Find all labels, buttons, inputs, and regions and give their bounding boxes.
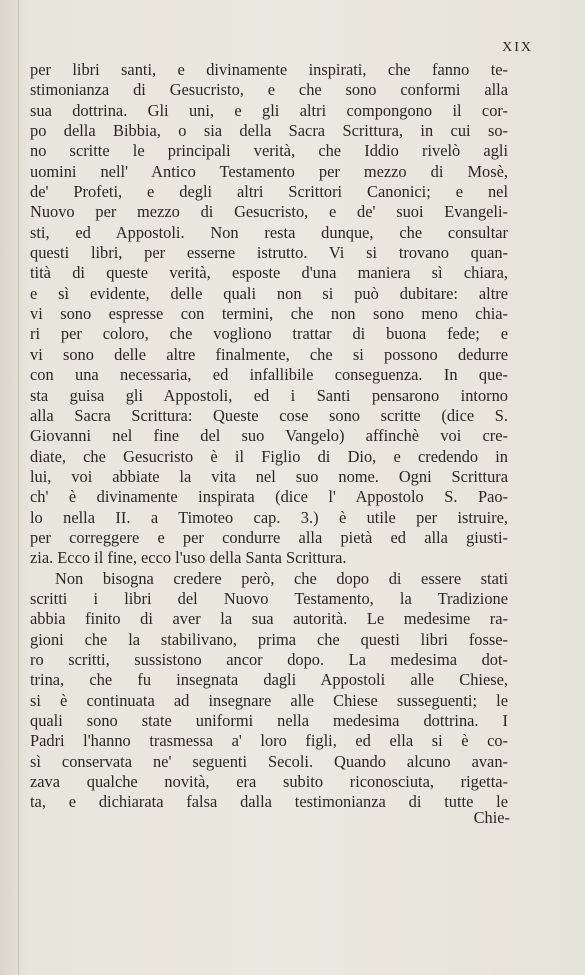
catchword: Chie- <box>473 808 510 827</box>
text-line: sti, ed Appostoli. Non resta dunque, che consultar <box>30 222 508 242</box>
text-line: po della Bibbia, o sia della Sacra Scrittura, in cui so- <box>30 121 508 141</box>
body-text <box>30 60 508 813</box>
text-line: sì conservata ne' seguenti Secoli. Quando alcuno avan- <box>30 751 508 771</box>
text-line: alla Sacra Scrittura: Queste cose sono scritte (dice S. <box>30 405 508 425</box>
text-line: vi sono delle altre finalmente, che si possono dedurre <box>30 344 508 364</box>
text-line: Nuovo per mezzo di Gesucristo, e de' suoi Evangeli- <box>30 202 508 222</box>
text-line: zava qualche novità, era subito riconosciuta, rigetta- <box>30 772 508 792</box>
text-line: questi libri, per esserne istrutto. Vi si trovano quan- <box>30 243 508 263</box>
text-line: Non bisogna credere però, che dopo di essere stati <box>55 568 508 588</box>
text-line: sua dottrina. Gli uni, e gli altri compongono il cor- <box>30 100 508 120</box>
text-line: gioni che la stabilivano, prima che questi libri fosse- <box>30 629 508 649</box>
text-line: con una necessaria, ed infallibile conseguenza. In que- <box>30 365 508 385</box>
text-line: no scritte le principali verità, che Iddio rivelò agli <box>30 141 508 161</box>
text-line: diate, che Gesucristo è il Figlio di Dio, e credendo in <box>30 446 508 466</box>
text-line: scritti i libri del Nuovo Testamento, la Tradizione <box>30 588 508 608</box>
text-line: Padri l'hanno trasmessa a' loro figli, ed ella si è co- <box>30 731 508 751</box>
text-line: quali sono state uniformi nella medesima dottrina. I <box>30 711 508 730</box>
page-gutter <box>18 0 19 975</box>
text-line: Giovanni nel fine del suo Vangelo) affinchè voi cre- <box>30 426 508 446</box>
text-line: stimonianza di Gesucristo, e che sono conformi alla <box>30 80 508 100</box>
text-line: e sì evidente, delle quali non si può dubitare: altre <box>30 283 508 303</box>
text-line: ri per coloro, che vogliono trattar di buona fede; e <box>30 324 508 344</box>
text-line: ta, e dichiarata falsa dalla testimonianza di tutte le <box>30 792 508 812</box>
text-line: lui, voi abbiate la vita nel suo nome. Ogni Scrittura <box>30 466 508 486</box>
text-line: de' Profeti, e degli altri Scrittori Canonici; e nel <box>30 182 508 202</box>
text-line: uomini nell' Antico Testamento per mezzo di Mosè, <box>30 161 508 181</box>
text-line: trina, che fu insegnata dagli Appostoli alle Chiese, <box>30 670 508 690</box>
text-line: ch' è divinamente inspirata (dice l' Appostolo S. Pao- <box>30 487 508 507</box>
text-line: sta guisa gli Appostoli, ed i Santi pensarono intorno <box>30 385 508 405</box>
text-line: per libri santi, e divinamente inspirati, che fanno te- <box>30 60 508 79</box>
page-number: XIX <box>502 40 533 55</box>
text-line: abbia finito di aver la sua autorità. Le medesime ra- <box>30 609 508 629</box>
text-line: ro scritti, sussistono ancor dopo. La medesima dot- <box>30 649 508 669</box>
text-line: zia. Ecco il fine, ecco l'uso della Santa Scrittura. <box>30 548 347 568</box>
text-line: vi sono espresse con termini, che non sono meno chia- <box>30 304 508 324</box>
text-line: tità di queste verità, esposte d'una maniera sì chiara, <box>30 263 508 283</box>
text-line: si è continuata ad insegnare alle Chiese susseguenti; le <box>30 690 508 710</box>
text-line: per correggere e per condurre alla pietà ed alla giusti- <box>30 527 508 547</box>
text-line: lo nella II. a Timoteo cap. 3.) è utile per istruire, <box>30 507 508 527</box>
